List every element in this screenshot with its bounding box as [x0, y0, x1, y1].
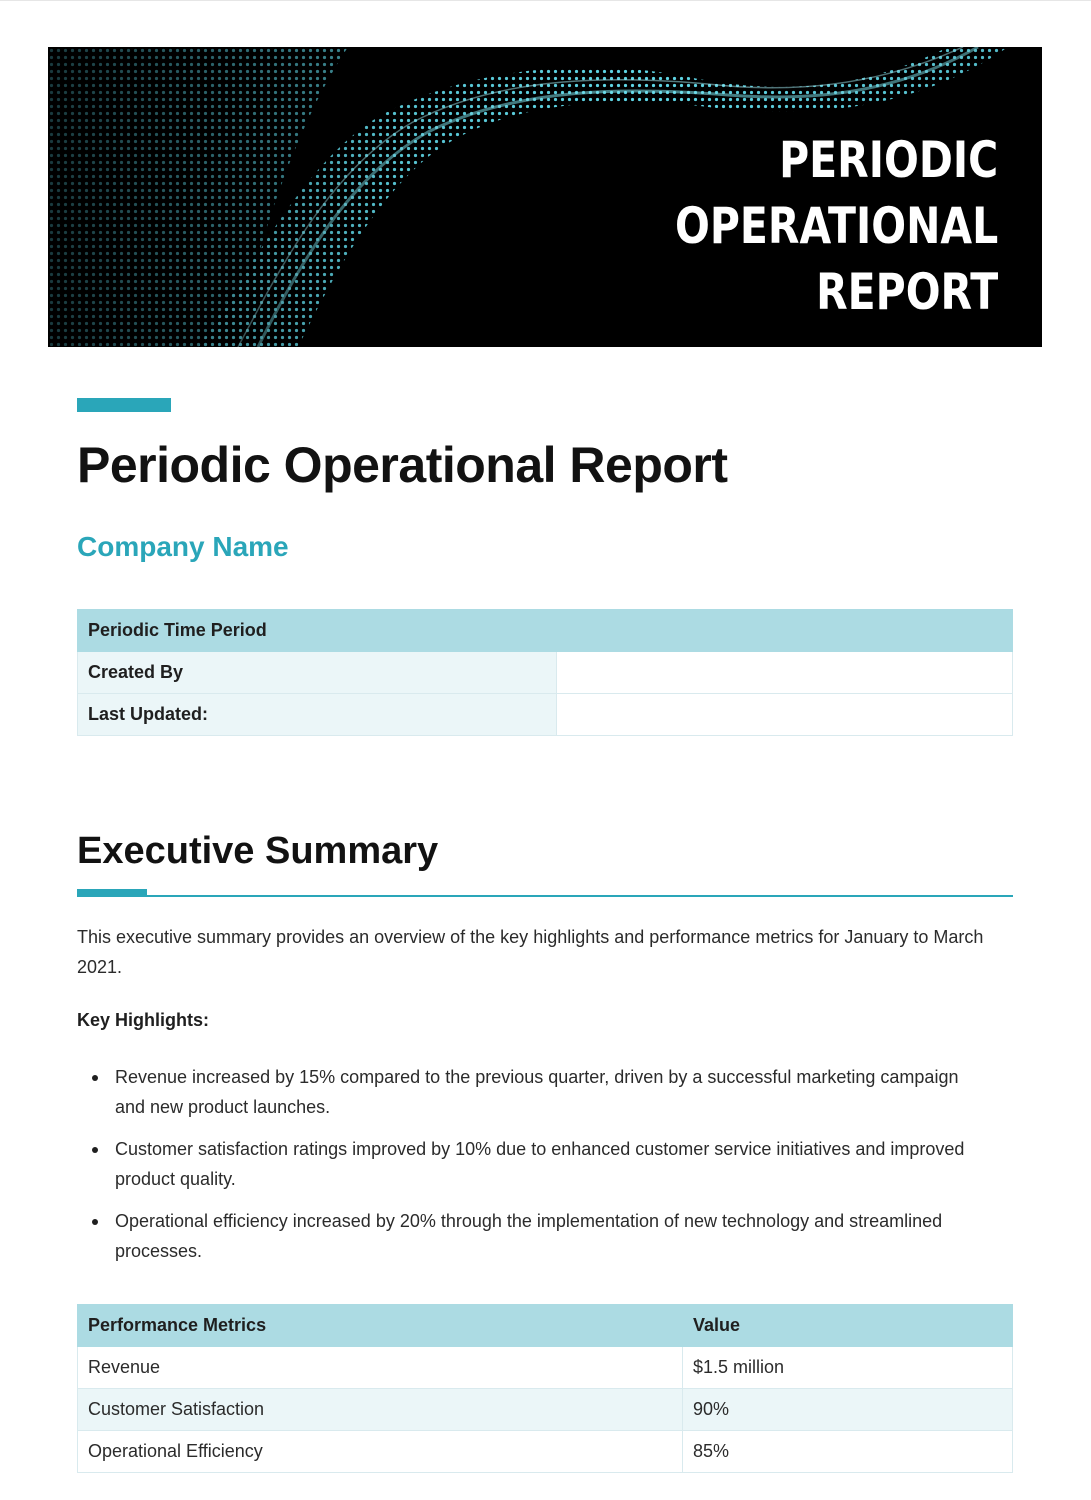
- highlight-text: Revenue increased by 15% compared to the previous quarter, driven by a successful marketing campaign and new product launches.: [115, 1067, 959, 1117]
- performance-metrics-table: [77, 1304, 1013, 1473]
- key-highlights-label: Key Highlights:: [77, 1010, 210, 1030]
- report-info-table: [77, 609, 1013, 736]
- list-item: [77, 1206, 977, 1266]
- banner-title-line: OPERATIONAL: [674, 197, 998, 255]
- metric-name: Customer Satisfaction: [78, 1389, 683, 1431]
- section-title: Executive Summary: [77, 830, 439, 872]
- page-title: Periodic Operational Report: [77, 437, 728, 493]
- column-header: Performance Metrics: [78, 1305, 683, 1347]
- table-row: [78, 610, 1013, 652]
- title-accent-bar: [77, 398, 171, 412]
- info-label: Last Updated:: [78, 694, 557, 736]
- metric-name: Operational Efficiency: [78, 1431, 683, 1473]
- banner-title-line: PERIODIC: [778, 131, 998, 189]
- info-value[interactable]: [557, 694, 1013, 736]
- section-divider-accent: [77, 889, 147, 897]
- table-row: [78, 1389, 1013, 1431]
- table-header-row: [78, 1305, 1013, 1347]
- column-header: Value: [683, 1305, 1013, 1347]
- metric-value: 85%: [683, 1431, 1013, 1473]
- highlights-list: [77, 1062, 977, 1278]
- table-row: [78, 1347, 1013, 1389]
- banner-title: [675, 127, 998, 325]
- metric-value: 90%: [683, 1389, 1013, 1431]
- table-row: [78, 694, 1013, 736]
- table-row: [78, 1431, 1013, 1473]
- company-name: Company Name: [77, 531, 289, 562]
- info-value[interactable]: [557, 652, 1013, 694]
- section-divider: [77, 895, 1013, 897]
- info-value[interactable]: [557, 610, 1013, 652]
- header-banner: [48, 47, 1042, 347]
- info-label: Periodic Time Period: [78, 610, 557, 652]
- banner-title-line: REPORT: [815, 263, 998, 321]
- list-item: [77, 1134, 977, 1194]
- table-row: [78, 652, 1013, 694]
- top-divider: [0, 0, 1091, 1]
- list-item: [77, 1062, 977, 1122]
- highlight-text: Customer satisfaction ratings improved by 10% due to enhanced customer service initiatives and improved product quality.: [115, 1139, 965, 1189]
- metric-value: $1.5 million: [683, 1347, 1013, 1389]
- metric-name: Revenue: [78, 1347, 683, 1389]
- bullet-icon: [92, 1147, 98, 1153]
- bullet-icon: [92, 1219, 98, 1225]
- summary-intro: This executive summary provides an overview of the key highlights and performance metrics for January to March 2021.: [77, 927, 984, 977]
- bullet-icon: [92, 1075, 98, 1081]
- info-label: Created By: [78, 652, 557, 694]
- highlight-text: Operational efficiency increased by 20% through the implementation of new technology and streamlined processes.: [115, 1211, 943, 1261]
